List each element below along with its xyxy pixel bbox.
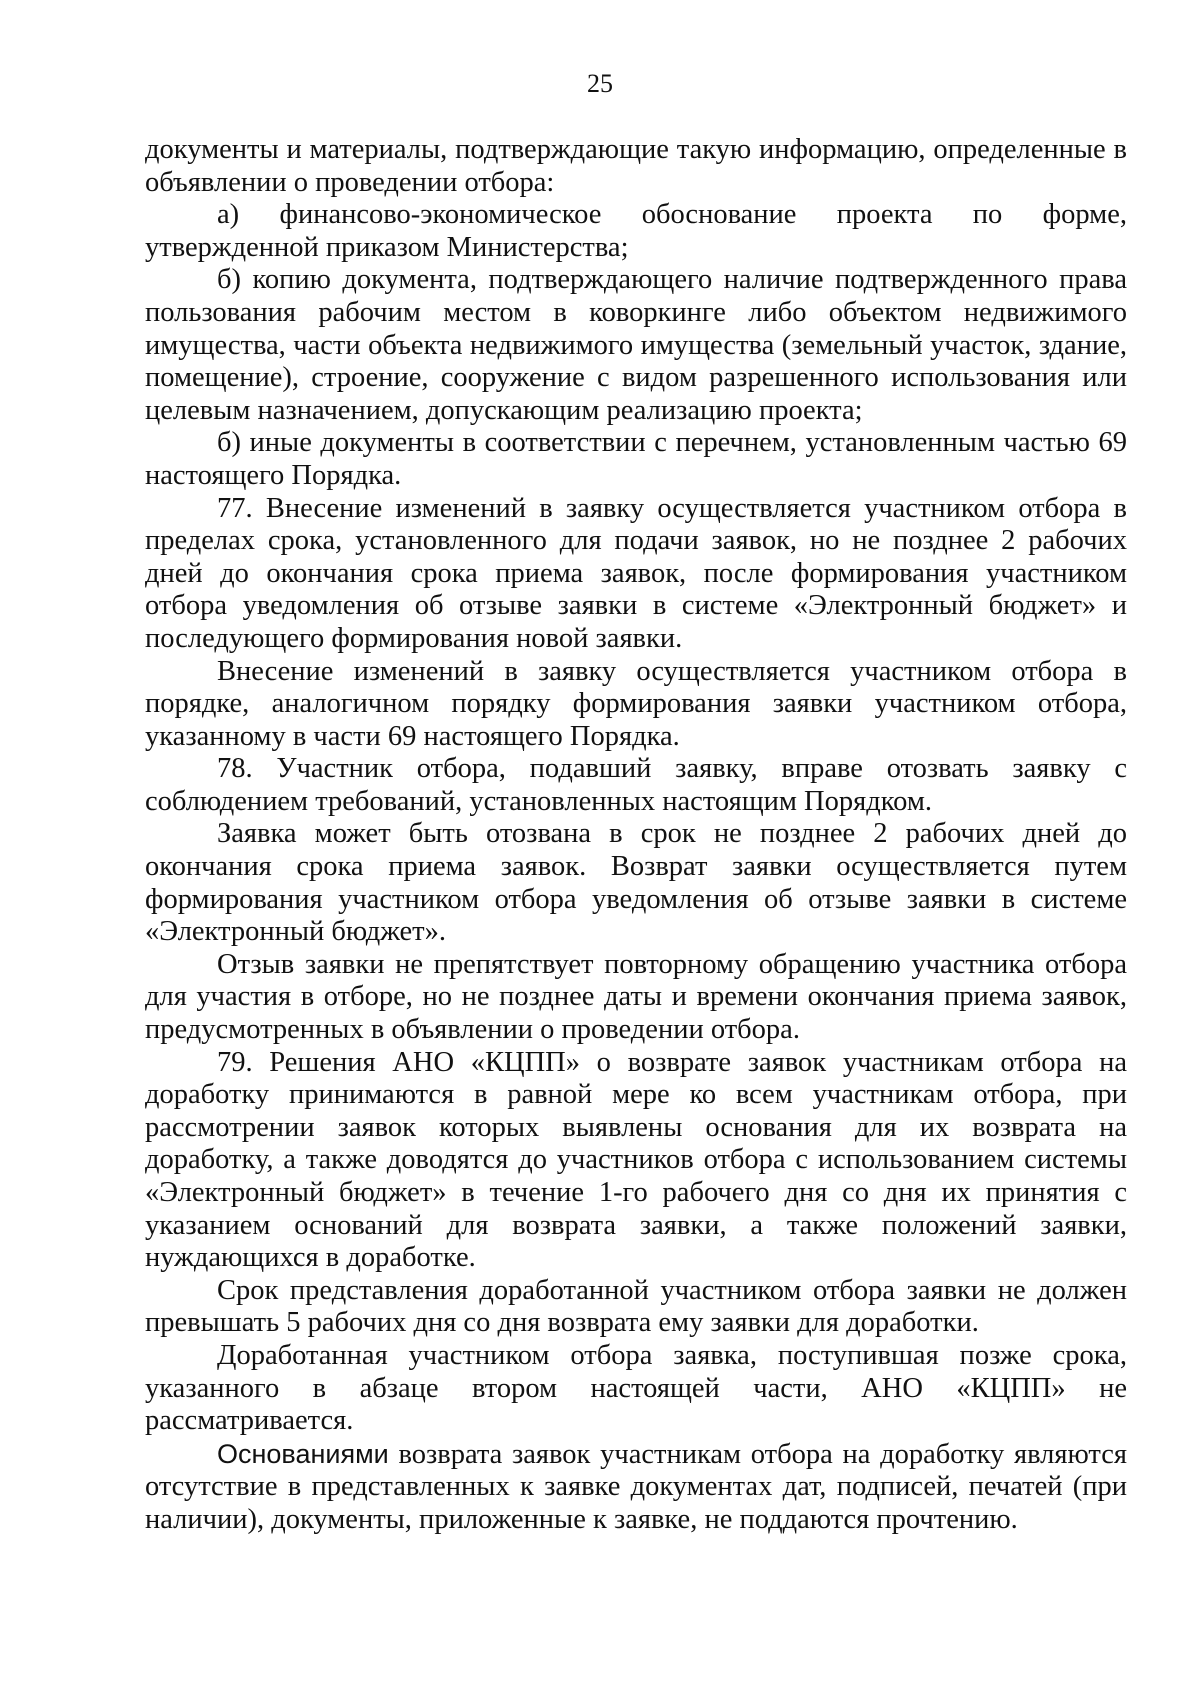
paragraph-section-77-changes: Внесение изменений в заявку осуществляется участником отбора в порядке, аналогичном порядку формирования заявки участником отбора, указанному в части 69 настоящего Порядка.: [145, 655, 1127, 752]
document-body: [145, 134, 1127, 1537]
paragraph-section-78-withdrawal: Заявка может быть отозвана в срок не позднее 2 рабочих дней до окончания срока приема заявок. Возврат заявки осуществляется путем формирования участником отбора уведомления об отзыве заявки в системе «Электронный бюджет».: [145, 818, 1127, 948]
paragraph-item-b: б) копию документа, подтверждающего наличие подтвержденного права пользования рабочим местом в коворкинге либо объектом недвижимого имущества, части объекта недвижимого имущества (земельный участок, здание, помещение), строение, сооружение с видом разрешенного использования или целевым назначением, допускающим реализацию проекта;: [145, 264, 1127, 426]
paragraph-section-77: 77. Внесение изменений в заявку осуществляется участником отбора в пределах срока, установленного для подачи заявок, но не позднее 2 рабочих дней до окончания срока приема заявок, после формирования участником отбора уведомления об отзыве заявки в системе «Электронный бюджет» и последующего формирования новой заявки.: [145, 492, 1127, 654]
paragraph-section-79-grounds: [145, 1438, 1127, 1537]
paragraph-section-79-deadline: Срок представления доработанной участником отбора заявки не должен превышать 5 рабочих дня со дня возврата ему заявки для доработки.: [145, 1274, 1127, 1339]
paragraph-section-79-late: Доработанная участником отбора заявка, поступившая позже срока, указанного в абзаце втором настоящей части, АНО «КЦПП» не рассматривается.: [145, 1339, 1127, 1437]
paragraph-section-79: 79. Решения АНО «КЦПП» о возврате заявок участникам отбора на доработку принимаются в равной мере ко всем участникам отбора, при рассмотрении заявок которых выявлены основания для их возврата на доработку, а также доводятся до участников отбора с использованием системы «Электронный бюджет» в течение 1-го рабочего дня со дня их принятия с указанием оснований для возврата заявки, а также положений заявки, нуждающихся в доработке.: [145, 1046, 1127, 1274]
paragraph-item-a: а) финансово-экономическое обоснование проекта по форме, утвержденной приказом Министерства;: [145, 199, 1127, 263]
paragraph-grounds-text: возврата заявок участникам отбора на доработку являются отсутствие в представленных к заявке документах дат, подписей, печатей (при наличии), документы, приложенные к заявке, не поддаются прочтению.: [145, 1438, 1127, 1535]
paragraph-section-78-resubmission: Отзыв заявки не препятствует повторному обращению участника отбора для участия в отборе, но не позднее даты и времени окончания приема заявок, предусмотренных в объявлении о проведении отбора.: [145, 948, 1127, 1046]
paragraph-lead-word: Основаниями: [217, 1438, 389, 1469]
page-number: 25: [587, 69, 613, 98]
paragraph-documents-continuation: документы и материалы, подтверждающие такую информацию, определенные в объявлении о проведении отбора:: [145, 134, 1127, 198]
paragraph-section-78: 78. Участник отбора, подавший заявку, вправе отозвать заявку с соблюдением требований, установленных настоящим Порядком.: [145, 753, 1127, 817]
paragraph-item-other-documents: б) иные документы в соответствии с перечнем, установленным частью 69 настоящего Порядка.: [145, 427, 1127, 491]
